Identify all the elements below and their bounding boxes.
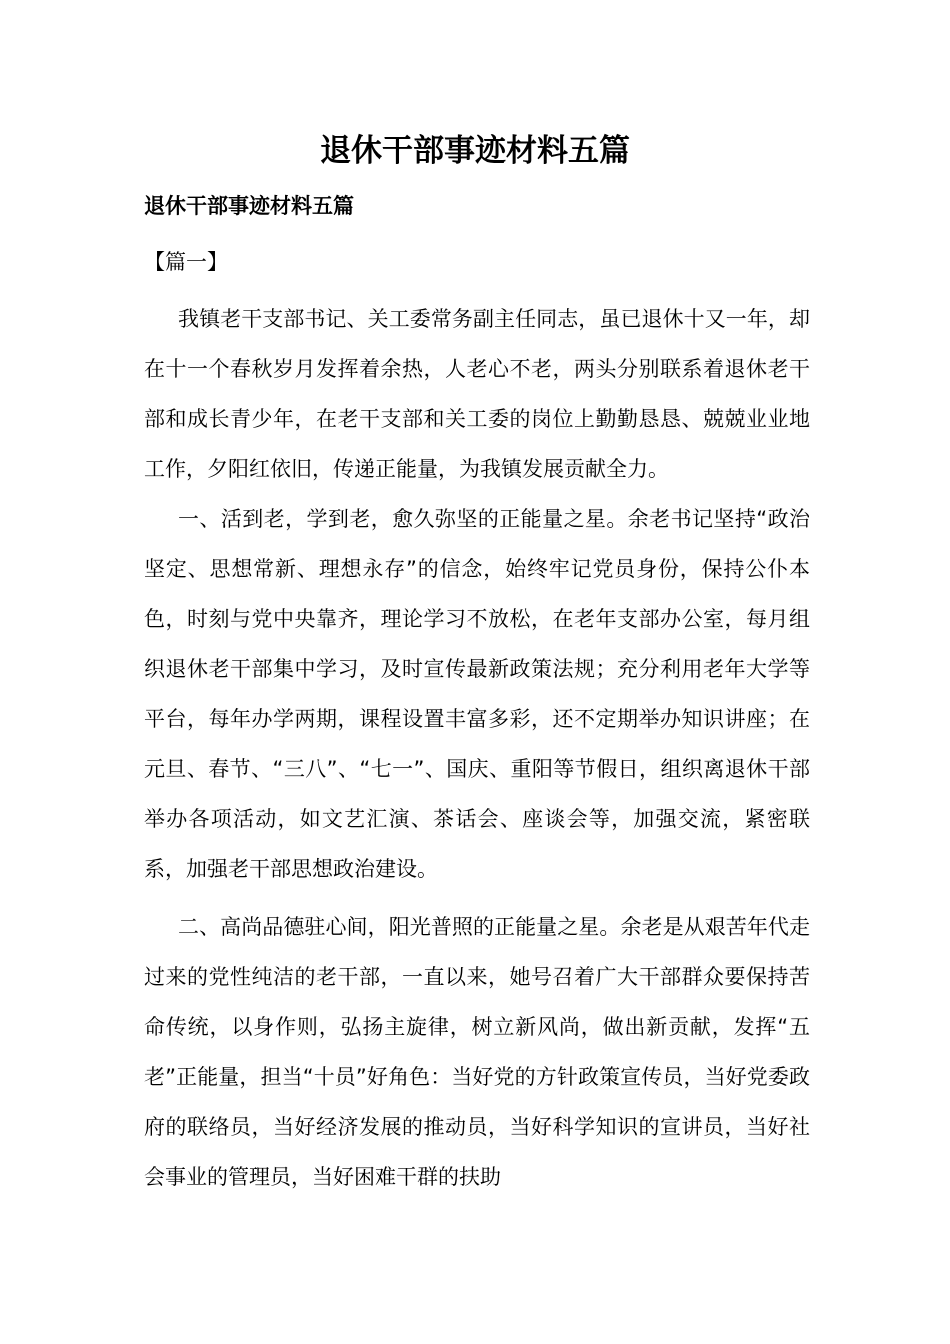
paragraph-intro: 我镇老干支部书记、关工委常务副主任同志，虽已退休十又一年，却在十一个春秋岁月发挥着余热，人老心不老，两头分别联系着退休老干部和成长青少年，在老干支部和关工委的岗位上勤勤恳恳、兢兢业业地工作，夕阳红依旧，传递正能量，为我镇发展贡献全力。 [144, 307, 810, 481]
paragraph-section-two: 二、高尚品德驻心间，阳光普照的正能量之星。余老是从艰苦年代走过来的党性纯洁的老干部，一直以来，她号召着广大干部群众要保持苦命传统，以身作则，弘扬主旋律，树立新风尚，做出新贡献，发挥“五老”正能量，担当“十员”好角色：当好党的方针政策宣传员，当好党委政府的联络员，当好经济发展的推动员，当好科学知识的宣讲员，当好社会事业的管理员，当好困难干群的扶助 [144, 915, 810, 1189]
document-title: 退休干部事迹材料五篇 [320, 133, 630, 169]
section-label: 【篇一】 [144, 250, 228, 274]
document-subtitle: 退休干部事迹材料五篇 [144, 194, 354, 218]
paragraph-section-one: 一、活到老，学到老，愈久弥坚的正能量之星。余老书记坚持“政治坚定、思想常新、理想永存”的信念，始终牢记党员身份，保持公仆本色，时刻与党中央靠齐，理论学习不放松，在老年支部办公室，每月组织退休老干部集中学习，及时宣传最新政策法规；充分利用老年大学等平台，每年办学两期，课程设置丰富多彩，还不定期举办知识讲座；在元旦、春节、“三八”、“七一”、国庆、重阳等节假日，组织离退休干部举办各项活动，如文艺汇演、茶话会、座谈会等，加强交流，紧密联系，加强老干部思想政治建设。 [144, 507, 810, 881]
